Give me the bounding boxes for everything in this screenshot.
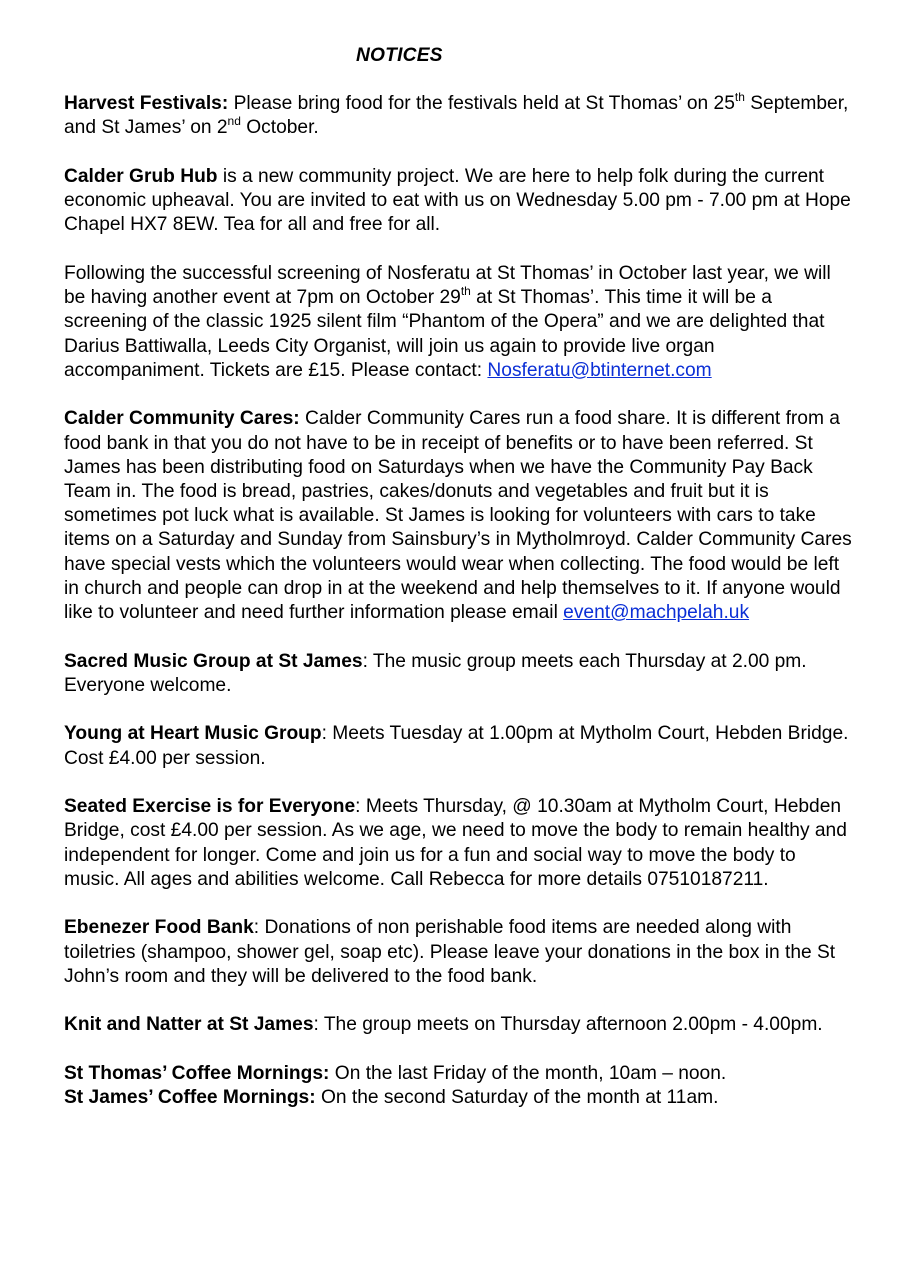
notice-st-thomas-coffee: [64, 1062, 854, 1086]
notice-text: Please bring food for the festivals held at St Thomas’ on 25: [228, 93, 735, 115]
notice-text: : The group meets on Thursday afternoon 2.00pm - 4.00pm.: [313, 1014, 823, 1036]
notice-nosferatu-screening: [64, 262, 854, 383]
notice-text: : Meets Tuesday at 1.00pm at Mytholm Court, Hebden Bridge. Cost £4.00 per session.: [64, 723, 849, 769]
notice-text: is a new community project. We are here to help folk during the current economic upheaval. You are invited to eat with us on Wednesday 5.00 pm - 7.00 pm at Hope Chapel HX7 8EW. Tea for all and free for all.: [64, 166, 851, 236]
notice-heading: Knit and Natter at St James: [64, 1014, 314, 1036]
notice-text: September, and St James’ on 2: [64, 93, 849, 139]
notice-harvest-festivals: [64, 89, 854, 140]
ordinal-suffix: nd: [227, 114, 241, 129]
notice-heading: Calder Grub Hub: [64, 166, 218, 187]
notices-document: [64, 44, 854, 1110]
notice-calder-grub-hub: [64, 165, 854, 238]
notice-text: : The music group meets each Thursday at 2.00 pm. Everyone welcome.: [64, 650, 807, 696]
notice-heading: Sacred Music Group at St James: [64, 650, 363, 672]
notice-heading: Young at Heart Music Group: [64, 723, 322, 745]
notice-text: : Donations of non perishable food items are needed along with toiletries (shampoo, shower gel, soap etc). Please leave your donations in the box in the St John’s room and they will be delivered to the food bank.: [64, 917, 836, 987]
notice-calder-community-cares: [64, 407, 854, 625]
event-email-link[interactable]: event@machpelah.uk: [563, 602, 750, 624]
notice-knit-and-natter: [64, 1013, 854, 1037]
notice-heading: Seated Exercise is for Everyone: [64, 796, 356, 818]
notice-text: : Meets Thursday, @ 10.30am at Mytholm Court, Hebden Bridge, cost £4.00 per session. As we age, we need to move the body to remain healthy and independent for longer. Come and join us for a fun and social way to move the body to music. All ages and abilities welcome. Call Rebecca for more details 07510187211.: [64, 796, 847, 890]
notice-st-james-coffee: [64, 1086, 854, 1110]
notice-text: On the last Friday of the month, 10am – noon.: [329, 1063, 727, 1085]
notice-heading: St Thomas’ Coffee Mornings:: [64, 1063, 330, 1085]
notice-text: October.: [240, 117, 319, 139]
notice-text: at St Thomas’. This time it will be a screening of the classic 1925 silent film “Phantom of the Opera” and we are delighted that Darius Battiwalla, Leeds City Organist, will join us again to provide live organ accompaniment. Tickets are £15. Please contact:: [64, 287, 825, 381]
notice-heading: Harvest Festivals:: [64, 93, 229, 115]
notice-text: Following the successful screening of Nosferatu at St Thomas’ in October last year, we will be having another event at 7pm on October 29: [64, 263, 831, 309]
ordinal-suffix: th: [460, 283, 471, 298]
notice-heading: Ebenezer Food Bank: [64, 917, 254, 939]
page-title: NOTICES: [356, 45, 443, 66]
notice-text: On the second Saturday of the month at 11am.: [315, 1087, 719, 1109]
ordinal-suffix: th: [734, 89, 745, 104]
notice-sacred-music-group: [64, 650, 854, 698]
notice-ebenezer-food-bank: [64, 916, 854, 989]
notice-young-at-heart: [64, 722, 854, 770]
notice-heading: St James’ Coffee Mornings:: [64, 1087, 316, 1109]
notice-heading: Calder Community Cares:: [64, 408, 300, 430]
notice-text: Calder Community Cares run a food share. It is different from a food bank in that you do not have to be in receipt of benefits or to have been referred. St James has been distributing food on Saturdays when we have the Community Pay Back Team in. The food is bread, pastries, cakes/donuts and vegetables and fruit but it is sometimes pot luck what is available. St James is looking for volunteers with cars to take items on a Saturday and Sunday from Sainsbury’s in Mytholmroyd. Calder Community Cares have special vests which the volunteers would wear when collecting. The food would be left in church and people can drop in at the weekend and help themselves to it. If anyone would like to volunteer and need further information please email: [64, 408, 852, 624]
notice-seated-exercise: [64, 795, 854, 892]
nosferatu-email-link[interactable]: Nosferatu@btinternet.com: [487, 359, 712, 381]
